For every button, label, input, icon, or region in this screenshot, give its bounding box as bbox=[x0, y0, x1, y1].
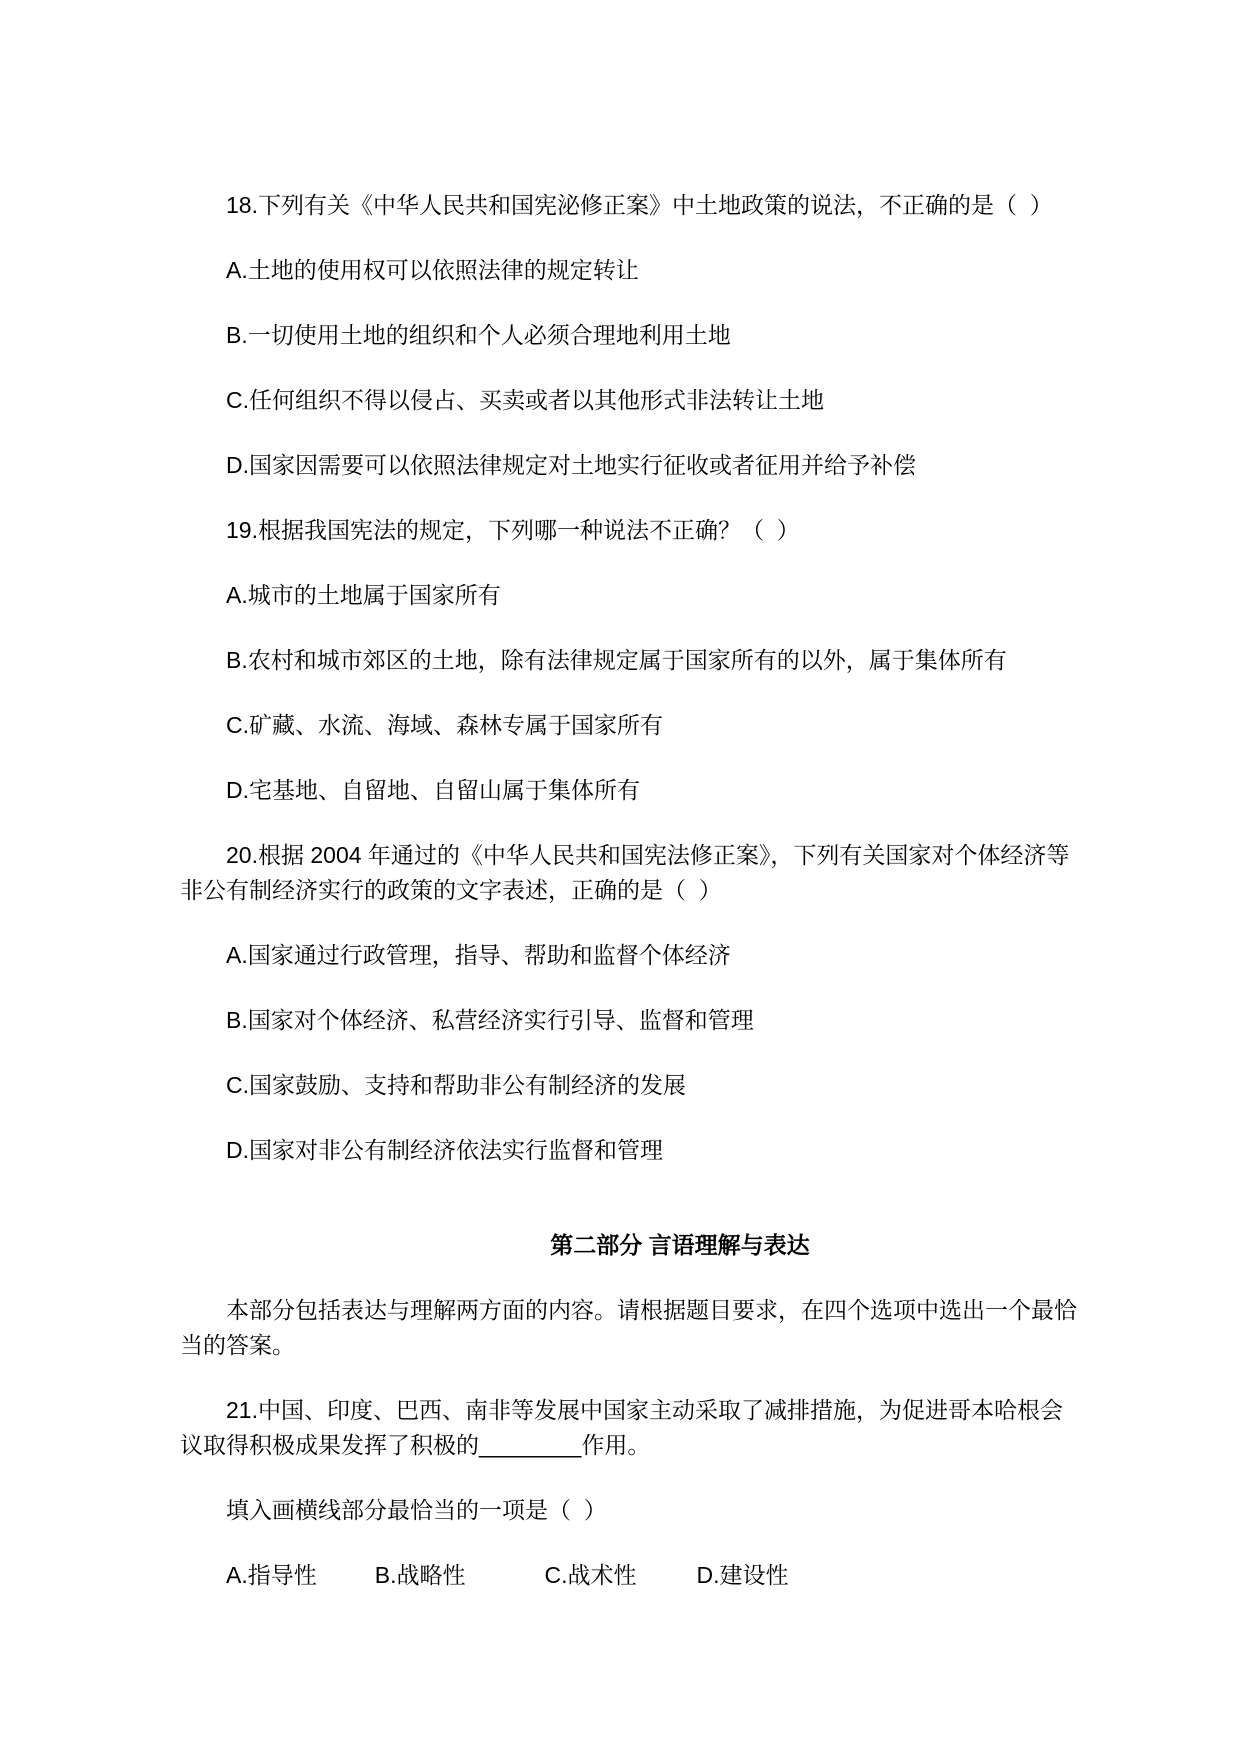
question-19-option-b: B.农村和城市郊区的土地，除有法律规定属于国家所有的以外，属于集体所有 bbox=[226, 647, 1007, 673]
question-20-stem bbox=[180, 838, 1120, 908]
question-20-option-d: D.国家对非公有制经济依法实行监督和管理 bbox=[226, 1137, 663, 1163]
question-18-option-b: B.一切使用土地的组织和个人必须合理地利用土地 bbox=[226, 322, 731, 348]
question-20-stem-line-1: 20.根据 2004 年通过的《中华人民共和国宪法修正案》，下列有关国家对个体经济等 bbox=[226, 842, 1070, 868]
question-21-stem-line-2-tail: 作用。 bbox=[581, 1432, 651, 1458]
question-21-stem-line-2-text: 议取得积极成果发挥了积极的 bbox=[180, 1432, 479, 1458]
question-19-stem: 19.根据我国宪法的规定，下列哪一种说法不正确？（ ） bbox=[226, 517, 800, 543]
fill-in-blank: ________ bbox=[479, 1432, 582, 1458]
question-18-option-a: A.土地的使用权可以依照法律的规定转让 bbox=[226, 257, 639, 283]
question-19-option-c: C.矿藏、水流、海域、森林专属于国家所有 bbox=[226, 712, 663, 738]
question-21-stem-line-2 bbox=[180, 1428, 1120, 1463]
question-21-option-d: D.建设性 bbox=[696, 1562, 789, 1588]
question-20-stem-line-2: 非公有制经济实行的政策的文字表述，正确的是（ ） bbox=[180, 877, 722, 903]
section-heading: 第二部分 言语理解与表达 bbox=[550, 1232, 810, 1258]
question-20-option-a: A.国家通过行政管理，指导、帮助和监督个体经济 bbox=[226, 942, 731, 968]
question-18-stem: 18.下列有关《中华人民共和国宪泌修正案》中土地政策的说法，不正确的是（ ） bbox=[226, 192, 1053, 218]
section-intro-line-1: 本部分包括表达与理解两方面的内容。请根据题目要求，在四个选项中选出一个最恰 bbox=[226, 1297, 1077, 1323]
section-intro bbox=[180, 1293, 1120, 1363]
question-21-options bbox=[180, 1558, 1120, 1593]
question-21-prompt: 填入画横线部分最恰当的一项是（ ） bbox=[226, 1497, 607, 1523]
question-21-stem bbox=[180, 1393, 1120, 1463]
section-intro-line-2: 当的答案。 bbox=[180, 1332, 295, 1358]
question-21-option-b: B.战略性 bbox=[374, 1562, 466, 1588]
question-21-stem-line-1: 21.中国、印度、巴西、南非等发展中国家主动采取了减排措施，为促进哥本哈根会 bbox=[226, 1397, 1063, 1423]
question-21-option-c: C.战术性 bbox=[544, 1562, 637, 1588]
question-20-option-b: B.国家对个体经济、私营经济实行引导、监督和管理 bbox=[226, 1007, 754, 1033]
question-18-option-d: D.国家因需要可以依照法律规定对土地实行征收或者征用并给予补偿 bbox=[226, 452, 916, 478]
question-21-option-a: A.指导性 bbox=[226, 1562, 317, 1588]
question-20-option-c: C.国家鼓励、支持和帮助非公有制经济的发展 bbox=[226, 1072, 686, 1098]
question-19-option-d: D.宅基地、自留地、自留山属于集体所有 bbox=[226, 777, 640, 803]
question-19-option-a: A.城市的土地属于国家所有 bbox=[226, 582, 501, 608]
question-18-option-c: C.任何组织不得以侵占、买卖或者以其他形式非法转让土地 bbox=[226, 387, 824, 413]
